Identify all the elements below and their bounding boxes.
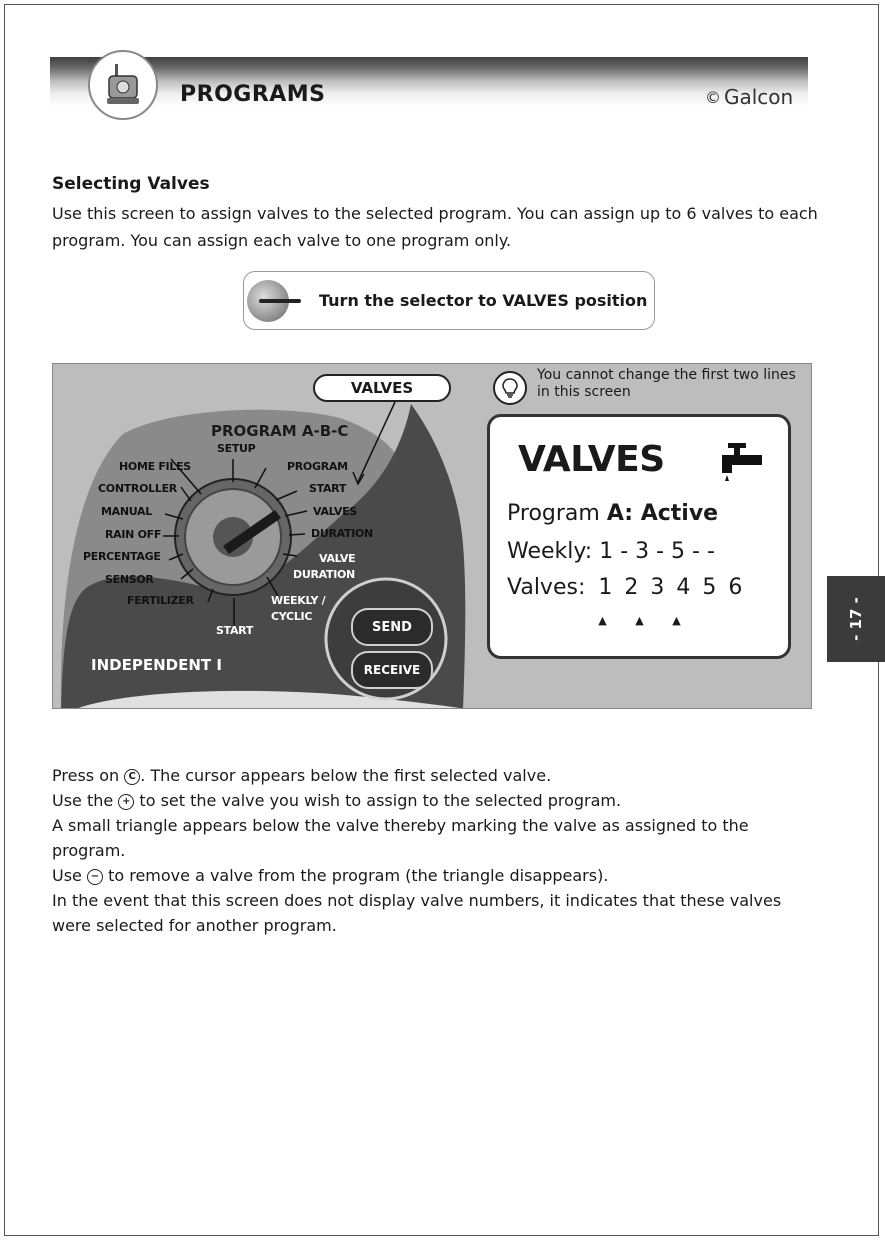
header-band — [50, 57, 808, 107]
valve-number: 6 — [728, 575, 743, 600]
controller-panel — [53, 364, 473, 709]
lcd-valve-numbers — [592, 575, 748, 600]
valve-number: 2 — [624, 575, 639, 600]
dial-label-fertilizer: FERTILIZER — [127, 594, 194, 607]
instruction-line: Press on C . The cursor appears below the first selected valve. — [52, 766, 552, 785]
selector-knob-icon — [247, 280, 289, 322]
minus-key-icon: − — [87, 869, 103, 885]
assigned-triangle-icon: ▲ — [598, 614, 607, 627]
instruction-line: Use the + to set the valve you wish to assign to the selected program. — [52, 791, 622, 810]
lightbulb-icon — [493, 371, 527, 405]
dial-label-sensor: SENSOR — [105, 573, 154, 586]
valve-number: 3 — [650, 575, 665, 600]
brand-name: Galcon — [724, 85, 794, 109]
lcd-weekly-line: Weekly: 1 - 3 - 5 - - — [507, 539, 715, 564]
dial-label-home-files: HOME FILES — [119, 460, 191, 473]
page-number: - 17 - — [847, 597, 865, 641]
dial-label-program: PROGRAM — [287, 460, 348, 473]
instructions — [52, 763, 822, 938]
dial-label-valves: VALVES — [313, 505, 357, 518]
dial-label-percentage: PERCENTAGE — [83, 550, 161, 563]
plus-key-icon: + — [118, 794, 134, 810]
c-key-icon: C — [124, 769, 140, 785]
valves-position-tag: VALVES — [313, 374, 451, 402]
dial-label-duration: DURATION — [311, 527, 373, 540]
page-number-tab — [827, 576, 885, 662]
device-illustration — [52, 363, 812, 709]
valve-number: 5 — [702, 575, 717, 600]
page-title: PROGRAMS — [180, 82, 326, 107]
dial-label-valve-duration: DURATION — [293, 568, 355, 581]
selector-instruction-callout — [243, 271, 655, 330]
dial-label-setup: SETUP — [217, 442, 256, 455]
instruction-line: Use − to remove a valve from the program (the triangle disappears). — [52, 866, 609, 885]
lcd-program-label: Program — [507, 501, 600, 526]
callout-text: Turn the selector to VALVES position — [319, 291, 648, 310]
brand-logo — [705, 85, 793, 109]
tip-text: You cannot change the first two lines in this screen — [537, 367, 796, 400]
lcd-valves-line — [507, 575, 748, 600]
send-button: SEND — [351, 608, 433, 646]
dial-label-manual: MANUAL — [101, 505, 152, 518]
lcd-program-value: A: Active — [606, 501, 719, 526]
assigned-triangle-icon: ▲ — [672, 614, 681, 627]
dial-label-weekly: WEEKLY / — [271, 594, 326, 607]
dial-label-valve: VALVE — [319, 552, 356, 565]
dial-label-start-bottom: START — [216, 624, 254, 637]
brand-mark-icon: © — [705, 87, 721, 107]
assigned-triangle-icon: ▲ — [635, 614, 644, 627]
dial-label-start: START — [309, 482, 347, 495]
tip-note — [493, 367, 797, 405]
controller-device-icon — [88, 50, 158, 120]
faucet-icon — [718, 443, 766, 485]
lcd-program-line — [507, 501, 718, 526]
lcd-title: VALVES — [518, 439, 665, 480]
dial-label-cyclic: CYCLIC — [271, 610, 313, 623]
valve-number: 1 — [598, 575, 613, 600]
program-abc-label: PROGRAM A-B-C — [211, 422, 349, 440]
receive-button: RECEIVE — [351, 651, 433, 689]
dial-label-controller: CONTROLLER — [98, 482, 177, 495]
valve-number: 4 — [676, 575, 691, 600]
section-heading: Selecting Valves — [52, 174, 210, 194]
assigned-valve-markers — [584, 614, 695, 627]
instruction-line: In the event that this screen does not display valve numbers, it indicates that these valves were selected for another program. — [52, 891, 782, 935]
lcd-screen — [487, 414, 791, 659]
intro-paragraph: Use this screen to assign valves to the selected program. You can assign up to 6 valves to each program. You can assign each valve to one program only. — [52, 204, 818, 250]
instruction-line: A small triangle appears below the valve thereby marking the valve as assigned to the program. — [52, 816, 749, 860]
lcd-valves-label: Valves: — [507, 575, 586, 600]
dial-label-rain-off: RAIN OFF — [105, 528, 162, 541]
independent-label: INDEPENDENT I — [91, 656, 222, 674]
